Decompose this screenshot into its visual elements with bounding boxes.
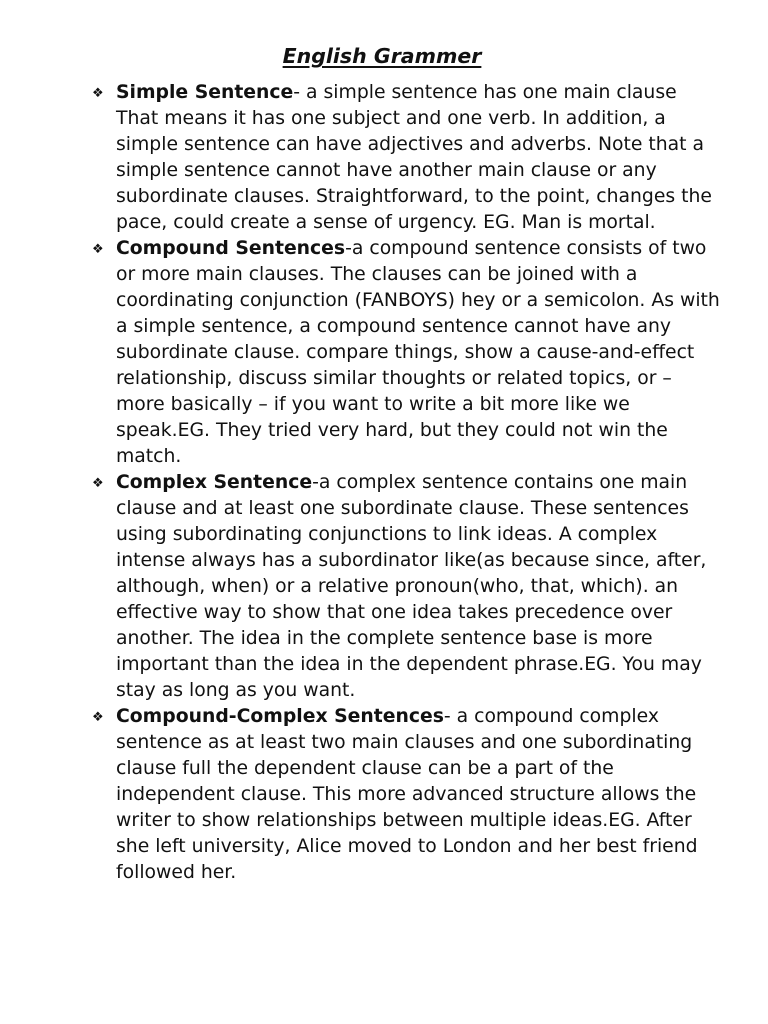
- term-label: Complex Sentence: [116, 472, 313, 493]
- term-label: Compound-Complex Sentences: [116, 706, 444, 727]
- diamond-bullet-icon: ❖: [92, 476, 104, 491]
- term-definition: - a compound complex sentence as at least two main clauses and one subordinating clause full the dependent clause can be a part of the independent clause. This more advanced structure allows the writer to show relationships between multiple ideas.EG. After she left university, Alice moved to London and her best friend followed her.: [116, 706, 698, 883]
- diamond-bullet-icon: ❖: [92, 710, 104, 725]
- term-definition: - a simple sentence has one main clause That means it has one subject and one verb. In addition, a simple sentence can have adjectives and adverbs. Note that a simple sentence cannot have another main clause or any subordinate clauses. Straightforward, to the point, changes the pace, could create a sense of urgency. EG. Man is mortal.: [116, 82, 712, 233]
- diamond-bullet-icon: ❖: [92, 242, 104, 257]
- term-label: Compound Sentences: [116, 238, 346, 259]
- term-definition: -a compound sentence consists of two or more main clauses. The clauses can be joined with a coordinating conjunction (FANBOYS) hey or a semicolon. As with a simple sentence, a compound sentence cannot have any subordinate clause. compare things, show a cause-and-effect relationship, discuss similar thoughts or related topics, or – more basically – if you want to write a bit more like we speak.EG. They tried very hard, but they could not win the match.: [116, 238, 720, 467]
- page-title: English Grammer: [282, 44, 482, 68]
- list-item-simple-sentence: [0, 80, 724, 236]
- diamond-bullet-icon: ❖: [92, 86, 104, 101]
- sentence-types-list: [0, 80, 724, 886]
- term-definition: -a complex sentence contains one main clause and at least one subordinate clause. These sentences using subordinating conjunctions to link ideas. A complex intense always has a subordinator like(as because since, after, although, when) or a relative pronoun(who, that, which). an effective way to show that one idea takes precedence over another. The idea in the complete sentence base is more important than the idea in the dependent phrase.EG. You may stay as long as you want.: [116, 472, 707, 701]
- list-item-compound-sentences: [0, 236, 724, 470]
- list-item-complex-sentence: [0, 470, 724, 704]
- list-item-compound-complex-sentences: [0, 704, 724, 886]
- term-label: Simple Sentence: [116, 82, 294, 103]
